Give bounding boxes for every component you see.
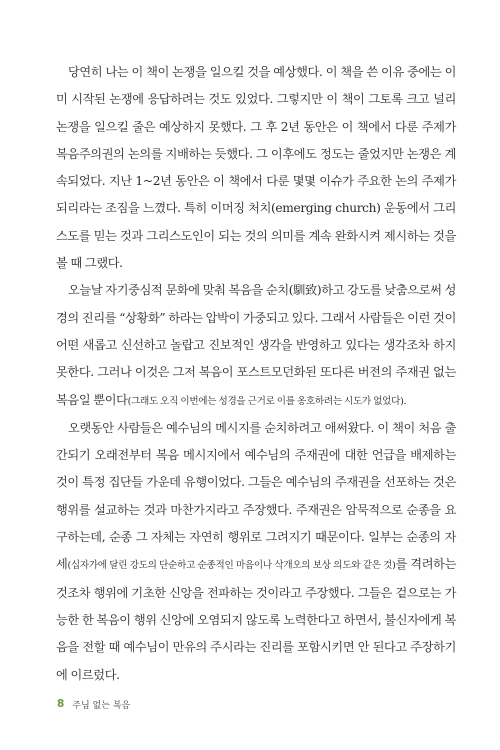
- page-number: 8: [57, 698, 65, 710]
- running-book-title: 주님 없는 복음: [72, 700, 131, 711]
- paragraph-2-text: 오늘날 자기중심적 문화에 맞춰 복음을 순치(馴致)하고 강도를 낮춤으로써 성경의 진리를 “상황화” 하라는 압박이 가중되고 있다. 그래서 사람들은 이런 것이 어떤 새롭고 신선하고 놀랍고 진보적인 생각을 반영하고 있다는 생각조차 하지 못한다. 그러나 이것은 그저 복음이 포스트모던화된 또다른 버전의 주재권 없는 복음일 뿐이다: [56, 283, 456, 407]
- paragraph-3-note: (십자가에 달린 강도의 단순하고 순종적인 마음이나 삭개오의 보상 의도와 같은 것): [67, 560, 396, 572]
- paragraph-3: [56, 415, 456, 689]
- paragraph-3-text-after: 를 격려하는 것조차 행위에 기초한 신앙을 전파하는 것이라고 주장했다. 그들은 겉으로는 가능한 한 복음이 행위 신앙에 오염되지 않도록 노력한다고 하면서, 불신자에게 복음을 전할 때 예수님이 만유의 주시라는 진리를 포함시키면 안 된다고 주장하기에 이르렀다.: [56, 557, 457, 682]
- paragraph-3-text: 오랫동안 사람들은 예수님의 메시지를 순치하려고 애써왔다. 이 책이 처음 출간되기 오래전부터 복음 메시지에서 예수님의 주재권에 대한 언급을 배제하는 것이 특정 집단들 가운데 유행이었다. 그들은 예수님의 주재권을 선포하는 것은 행위를 설교하는 것과 마찬가지라고 주장했다. 주재권은 암묵적으로 순종을 요구하는데, 순종 그 자체는 자연히 행위로 그려지기 때문이다. 일부는 순종의 자세: [56, 420, 456, 572]
- paragraph-1: [56, 59, 456, 277]
- page-footer: [57, 697, 130, 711]
- paragraph-2-note: (그래도 오직 이번에는 성경을 근거로 이를 옹호하려는 시도가 없었다).: [127, 395, 407, 407]
- body-text: [56, 59, 456, 689]
- paragraph-2: [56, 277, 456, 414]
- paragraph-1-text: 당연히 나는 이 책이 논쟁을 일으킬 것을 예상했다. 이 책을 쓴 이유 중에는 이미 시작된 논쟁에 응답하려는 것도 있었다. 그렇지만 이 책이 그토록 크고 널리 논쟁을 일으킬 줄은 예상하지 못했다. 그 후 2년 동안은 이 책에서 다룬 주제가 복음주의권의 논의를 지배하는 듯했다. 그 이후에도 정도는 줄었지만 논쟁은 계속되었다. 지난 1~2년 동안은 이 책에서 다룬 몇몇 이슈가 주요한 논의 주제가 되리라는 조짐을 느꼈다. 특히 이머징 처치(emerging church) 운동에서 그리스도를 믿는 것과 그리스도인이 되는 것의 의미를 계속 완화시켜 제시하는 것을 볼 때 그랬다.: [56, 65, 456, 271]
